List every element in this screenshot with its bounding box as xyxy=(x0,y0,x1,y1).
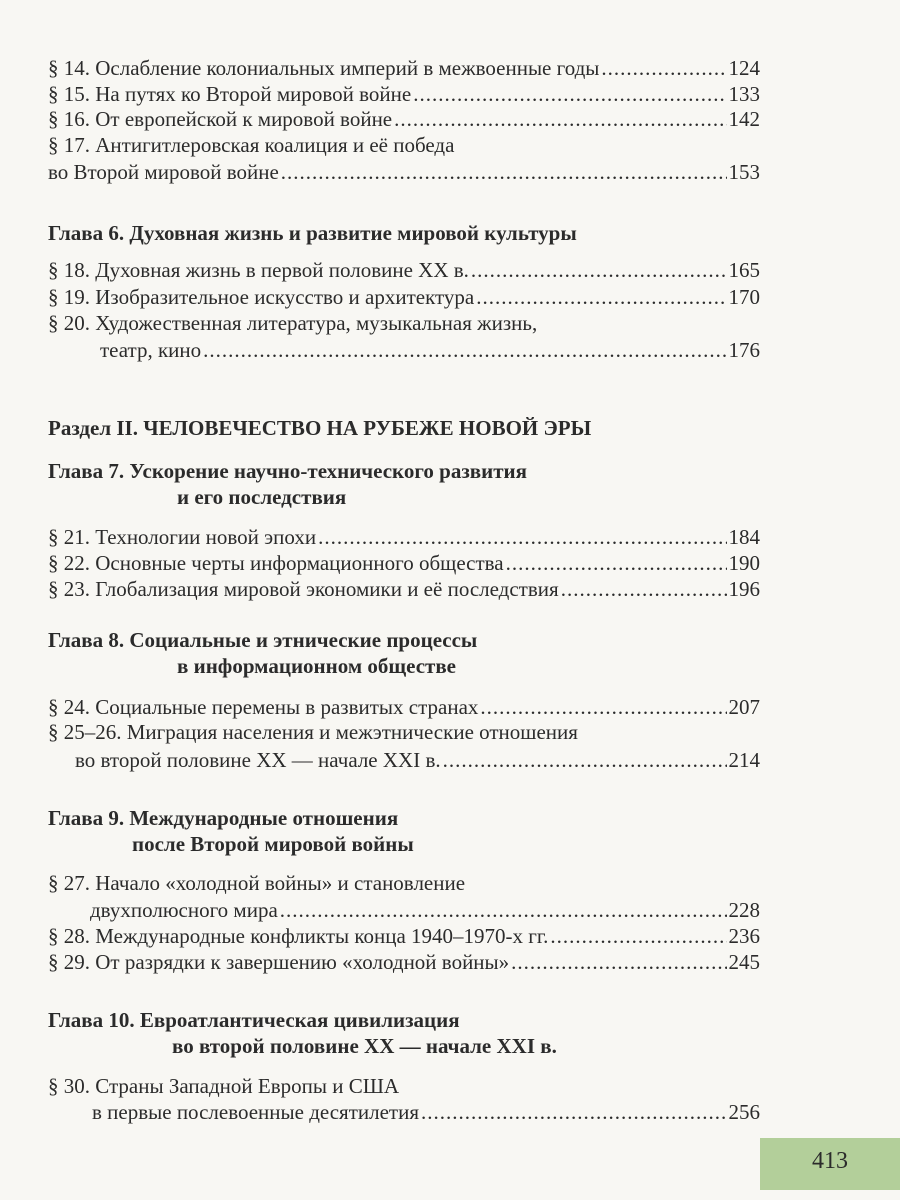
toc-entry-30-line1: § 30. Страны Западной Европы и США xyxy=(48,1074,400,1098)
chapter-10-heading-line2: во второй половине XX — начале XXI в. xyxy=(172,1034,557,1058)
entry-title: § 16. От европейской к мировой войне xyxy=(48,107,393,131)
toc-entry-23[interactable] xyxy=(48,576,760,602)
toc-entry-29[interactable] xyxy=(48,949,760,975)
toc-entry-14[interactable] xyxy=(48,55,760,81)
toc-entry-27-line1: § 27. Начало «холодной войны» и становление xyxy=(48,871,466,895)
chapter-8-heading-line2: в информационном обществе xyxy=(177,654,456,678)
entry-page: 176 xyxy=(728,338,760,362)
entry-title: § 22. Основные черты информационного общества xyxy=(48,551,504,575)
entry-title: § 14. Ослабление колониальных империй в межвоенные годы xyxy=(48,56,600,80)
entry-title: театр, кино xyxy=(100,338,202,362)
toc-entry-25-26[interactable] xyxy=(75,747,760,773)
entry-page: 124 xyxy=(728,56,760,80)
entry-title: § 24. Социальные перемены в развитых странах xyxy=(48,695,479,719)
entry-page: 133 xyxy=(728,82,760,106)
page-number-tab xyxy=(760,1138,900,1190)
dot-leader xyxy=(601,55,726,81)
dot-leader xyxy=(281,159,727,185)
dot-leader xyxy=(443,747,727,773)
toc-entry-27[interactable] xyxy=(90,897,760,923)
toc-entry-16[interactable] xyxy=(48,106,760,132)
entry-page: 214 xyxy=(728,748,760,772)
dot-leader xyxy=(480,694,726,720)
toc-entry-21[interactable] xyxy=(48,524,760,550)
entry-page: 196 xyxy=(728,577,760,601)
chapter-6-heading: Глава 6. Духовная жизнь и развитие мировой культуры xyxy=(48,221,577,245)
entry-page: 153 xyxy=(728,160,760,184)
toc-entry-17-line1: § 17. Антигитлеровская коалиция и её победа xyxy=(48,133,455,157)
entry-page: 190 xyxy=(728,551,760,575)
dot-leader xyxy=(413,81,726,107)
entry-title: во второй половине XX — начале XXI в. xyxy=(75,748,441,772)
entry-title: § 21. Технологии новой эпохи xyxy=(48,525,317,549)
toc-entry-24[interactable] xyxy=(48,694,760,720)
entry-page: 184 xyxy=(728,525,760,549)
entry-page: 245 xyxy=(728,950,760,974)
toc-entry-19[interactable] xyxy=(48,284,760,310)
entry-page: 170 xyxy=(728,285,760,309)
toc-entry-20[interactable] xyxy=(100,337,760,363)
entry-page: 228 xyxy=(728,898,760,922)
toc-entry-22[interactable] xyxy=(48,550,760,576)
entry-page: 256 xyxy=(728,1100,760,1124)
entry-title: двухполюсного мира xyxy=(90,898,278,922)
dot-leader xyxy=(511,949,726,975)
part-2-heading: Раздел II. ЧЕЛОВЕЧЕСТВО НА РУБЕЖЕ НОВОЙ ЭРЫ xyxy=(48,416,592,440)
entry-page: 165 xyxy=(728,258,760,282)
toc-entry-28[interactable] xyxy=(48,923,760,949)
entry-title: § 23. Глобализация мировой экономики и её последствия xyxy=(48,577,559,601)
dot-leader xyxy=(550,923,726,949)
dot-leader xyxy=(280,897,727,923)
dot-leader xyxy=(476,284,726,310)
entry-page: 236 xyxy=(728,924,760,948)
dot-leader xyxy=(203,337,726,363)
entry-title: § 29. От разрядки к завершению «холодной войны» xyxy=(48,950,510,974)
entry-title: § 28. Международные конфликты конца 1940–1970-х гг. xyxy=(48,924,549,948)
toc-entry-15[interactable] xyxy=(48,81,760,107)
dot-leader xyxy=(506,550,727,576)
entry-title: § 18. Духовная жизнь в первой половине XX в. xyxy=(48,258,469,282)
entry-title: § 15. На путях ко Второй мировой войне xyxy=(48,82,412,106)
dot-leader xyxy=(318,524,726,550)
dot-leader xyxy=(394,106,726,132)
chapter-9-heading-line2: после Второй мировой войны xyxy=(132,832,414,856)
chapter-10-heading: Глава 10. Евроатлантическая цивилизация xyxy=(48,1008,460,1032)
entry-title: во Второй мировой войне xyxy=(48,160,279,184)
dot-leader xyxy=(421,1099,726,1125)
toc-entry-30[interactable] xyxy=(92,1099,760,1125)
entry-page: 142 xyxy=(728,107,760,131)
dot-leader xyxy=(561,576,727,602)
entry-title: § 19. Изобразительное искусство и архитектура xyxy=(48,285,475,309)
toc-entry-25-26-line1: § 25–26. Миграция населения и межэтнические отношения xyxy=(48,720,578,744)
chapter-7-heading: Глава 7. Ускорение научно-технического развития xyxy=(48,459,527,483)
entry-title: в первые послевоенные десятилетия xyxy=(92,1100,420,1124)
entry-page: 207 xyxy=(728,695,760,719)
toc-entry-20-line1: § 20. Художественная литература, музыкальная жизнь, xyxy=(48,311,538,335)
toc-entry-18[interactable] xyxy=(48,257,760,283)
dot-leader xyxy=(471,257,727,283)
chapter-8-heading: Глава 8. Социальные и этнические процессы xyxy=(48,628,478,652)
chapter-9-heading: Глава 9. Международные отношения xyxy=(48,806,399,830)
toc-entry-17[interactable] xyxy=(48,159,760,185)
chapter-7-heading-line2: и его последствия xyxy=(177,485,347,509)
page-number: 413 xyxy=(812,1148,848,1174)
